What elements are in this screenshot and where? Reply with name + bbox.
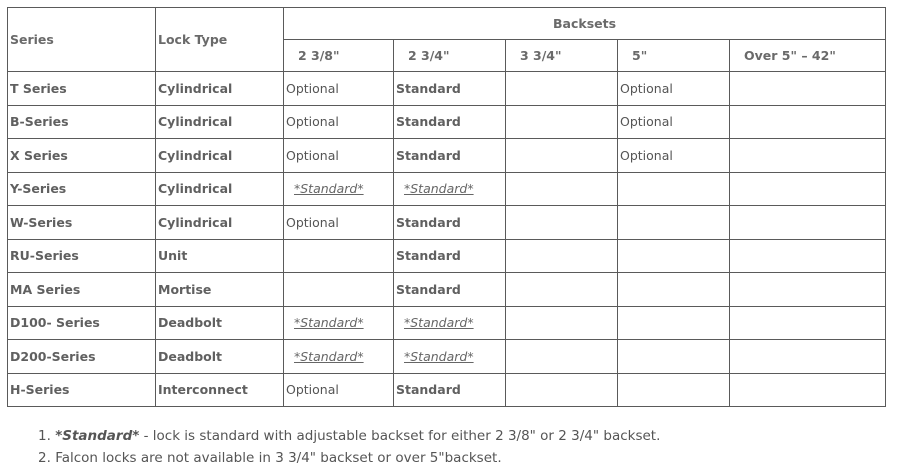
backset-2-3-8-cell (284, 172, 394, 206)
series-cell: Y-Series (8, 172, 156, 206)
standard-adjustable-note: *Standard* (294, 348, 364, 364)
backset-2-3-8-cell: Optional (284, 72, 394, 106)
footnotes (38, 425, 660, 469)
footnote-2 (38, 447, 660, 469)
standard-adjustable-note: *Standard* (404, 181, 474, 197)
backset-over-5-cell (730, 340, 886, 374)
backset-5-cell (618, 206, 730, 240)
standard-adjustable-note: *Standard* (404, 315, 474, 331)
backset-5-cell (618, 239, 730, 273)
backset-3-3-4-cell (506, 306, 618, 340)
footnote-emphasis: *Standard* (55, 428, 140, 444)
table-row (8, 340, 886, 374)
table-row (8, 239, 886, 273)
backset-over-5-cell (730, 139, 886, 173)
header-backsets: Backsets (284, 8, 886, 40)
lock-type-cell: Cylindrical (156, 172, 284, 206)
lock-type-cell: Cylindrical (156, 139, 284, 173)
backset-2-3-8-cell: Optional (284, 139, 394, 173)
backset-2-3-8-cell (284, 306, 394, 340)
table-row (8, 139, 886, 173)
backset-2-3-8-cell (284, 239, 394, 273)
backset-over-5-cell (730, 172, 886, 206)
backset-over-5-cell (730, 273, 886, 307)
backset-5-cell (618, 340, 730, 374)
backset-3-3-4-cell (506, 273, 618, 307)
backset-table (7, 7, 886, 407)
series-cell: MA Series (8, 273, 156, 307)
table-body (8, 72, 886, 407)
backset-3-3-4-cell (506, 139, 618, 173)
lock-type-cell: Deadbolt (156, 306, 284, 340)
backset-2-3-4-cell (394, 306, 506, 340)
backset-3-3-4-cell (506, 373, 618, 407)
table-row (8, 72, 886, 106)
series-cell: D200-Series (8, 340, 156, 374)
header-backset-2-3-8: 2 3/8" (284, 40, 394, 72)
backset-5-cell: Optional (618, 139, 730, 173)
backset-2-3-8-cell: Optional (284, 373, 394, 407)
footnote-number: 2. (38, 450, 51, 466)
backset-2-3-4-cell (394, 172, 506, 206)
lock-type-cell: Unit (156, 239, 284, 273)
backset-2-3-8-cell (284, 273, 394, 307)
backset-2-3-8-cell (284, 340, 394, 374)
table-row (8, 273, 886, 307)
backset-5-cell (618, 373, 730, 407)
standard-adjustable-note: *Standard* (404, 348, 474, 364)
series-cell: W-Series (8, 206, 156, 240)
series-cell: B-Series (8, 105, 156, 139)
footnote-text: - lock is standard with adjustable backset for either 2 3/8" or 2 3/4" backset. (139, 428, 661, 444)
backset-2-3-4-cell: Standard (394, 373, 506, 407)
backset-over-5-cell (730, 373, 886, 407)
backset-over-5-cell (730, 306, 886, 340)
backset-over-5-cell (730, 206, 886, 240)
backset-2-3-4-cell (394, 340, 506, 374)
backset-3-3-4-cell (506, 239, 618, 273)
backset-2-3-4-cell: Standard (394, 206, 506, 240)
backset-2-3-8-cell: Optional (284, 105, 394, 139)
backset-over-5-cell (730, 72, 886, 106)
backset-3-3-4-cell (506, 72, 618, 106)
backset-2-3-4-cell: Standard (394, 273, 506, 307)
table-row (8, 373, 886, 407)
series-cell: D100- Series (8, 306, 156, 340)
table-row (8, 206, 886, 240)
backset-3-3-4-cell (506, 340, 618, 374)
lock-type-cell: Cylindrical (156, 72, 284, 106)
header-lock-type: Lock Type (156, 8, 284, 72)
backset-table-wrapper (7, 7, 886, 407)
lock-type-cell: Cylindrical (156, 206, 284, 240)
backset-3-3-4-cell (506, 105, 618, 139)
backset-2-3-4-cell: Standard (394, 239, 506, 273)
lock-type-cell: Deadbolt (156, 340, 284, 374)
header-backset-over-5: Over 5" – 42" (730, 40, 886, 72)
table-row (8, 172, 886, 206)
standard-adjustable-note: *Standard* (294, 181, 364, 197)
footnote-text: Falcon locks are not available in 3 3/4" backset or over 5"backset. (55, 450, 502, 466)
table-row (8, 105, 886, 139)
series-cell: X Series (8, 139, 156, 173)
backset-5-cell: Optional (618, 105, 730, 139)
footnote-1 (38, 425, 660, 447)
backset-2-3-8-cell: Optional (284, 206, 394, 240)
header-backset-2-3-4: 2 3/4" (394, 40, 506, 72)
header-backset-3-3-4: 3 3/4" (506, 40, 618, 72)
series-cell: H-Series (8, 373, 156, 407)
backset-2-3-4-cell: Standard (394, 72, 506, 106)
backset-5-cell (618, 273, 730, 307)
table-row (8, 306, 886, 340)
header-backset-5: 5" (618, 40, 730, 72)
backset-over-5-cell (730, 239, 886, 273)
header-series: Series (8, 8, 156, 72)
footnote-number: 1. (38, 428, 51, 444)
standard-adjustable-note: *Standard* (294, 315, 364, 331)
backset-over-5-cell (730, 105, 886, 139)
backset-3-3-4-cell (506, 206, 618, 240)
backset-2-3-4-cell: Standard (394, 105, 506, 139)
backset-3-3-4-cell (506, 172, 618, 206)
backset-2-3-4-cell: Standard (394, 139, 506, 173)
series-cell: RU-Series (8, 239, 156, 273)
lock-type-cell: Interconnect (156, 373, 284, 407)
series-cell: T Series (8, 72, 156, 106)
lock-type-cell: Cylindrical (156, 105, 284, 139)
backset-5-cell (618, 306, 730, 340)
backset-5-cell: Optional (618, 72, 730, 106)
backset-5-cell (618, 172, 730, 206)
lock-type-cell: Mortise (156, 273, 284, 307)
